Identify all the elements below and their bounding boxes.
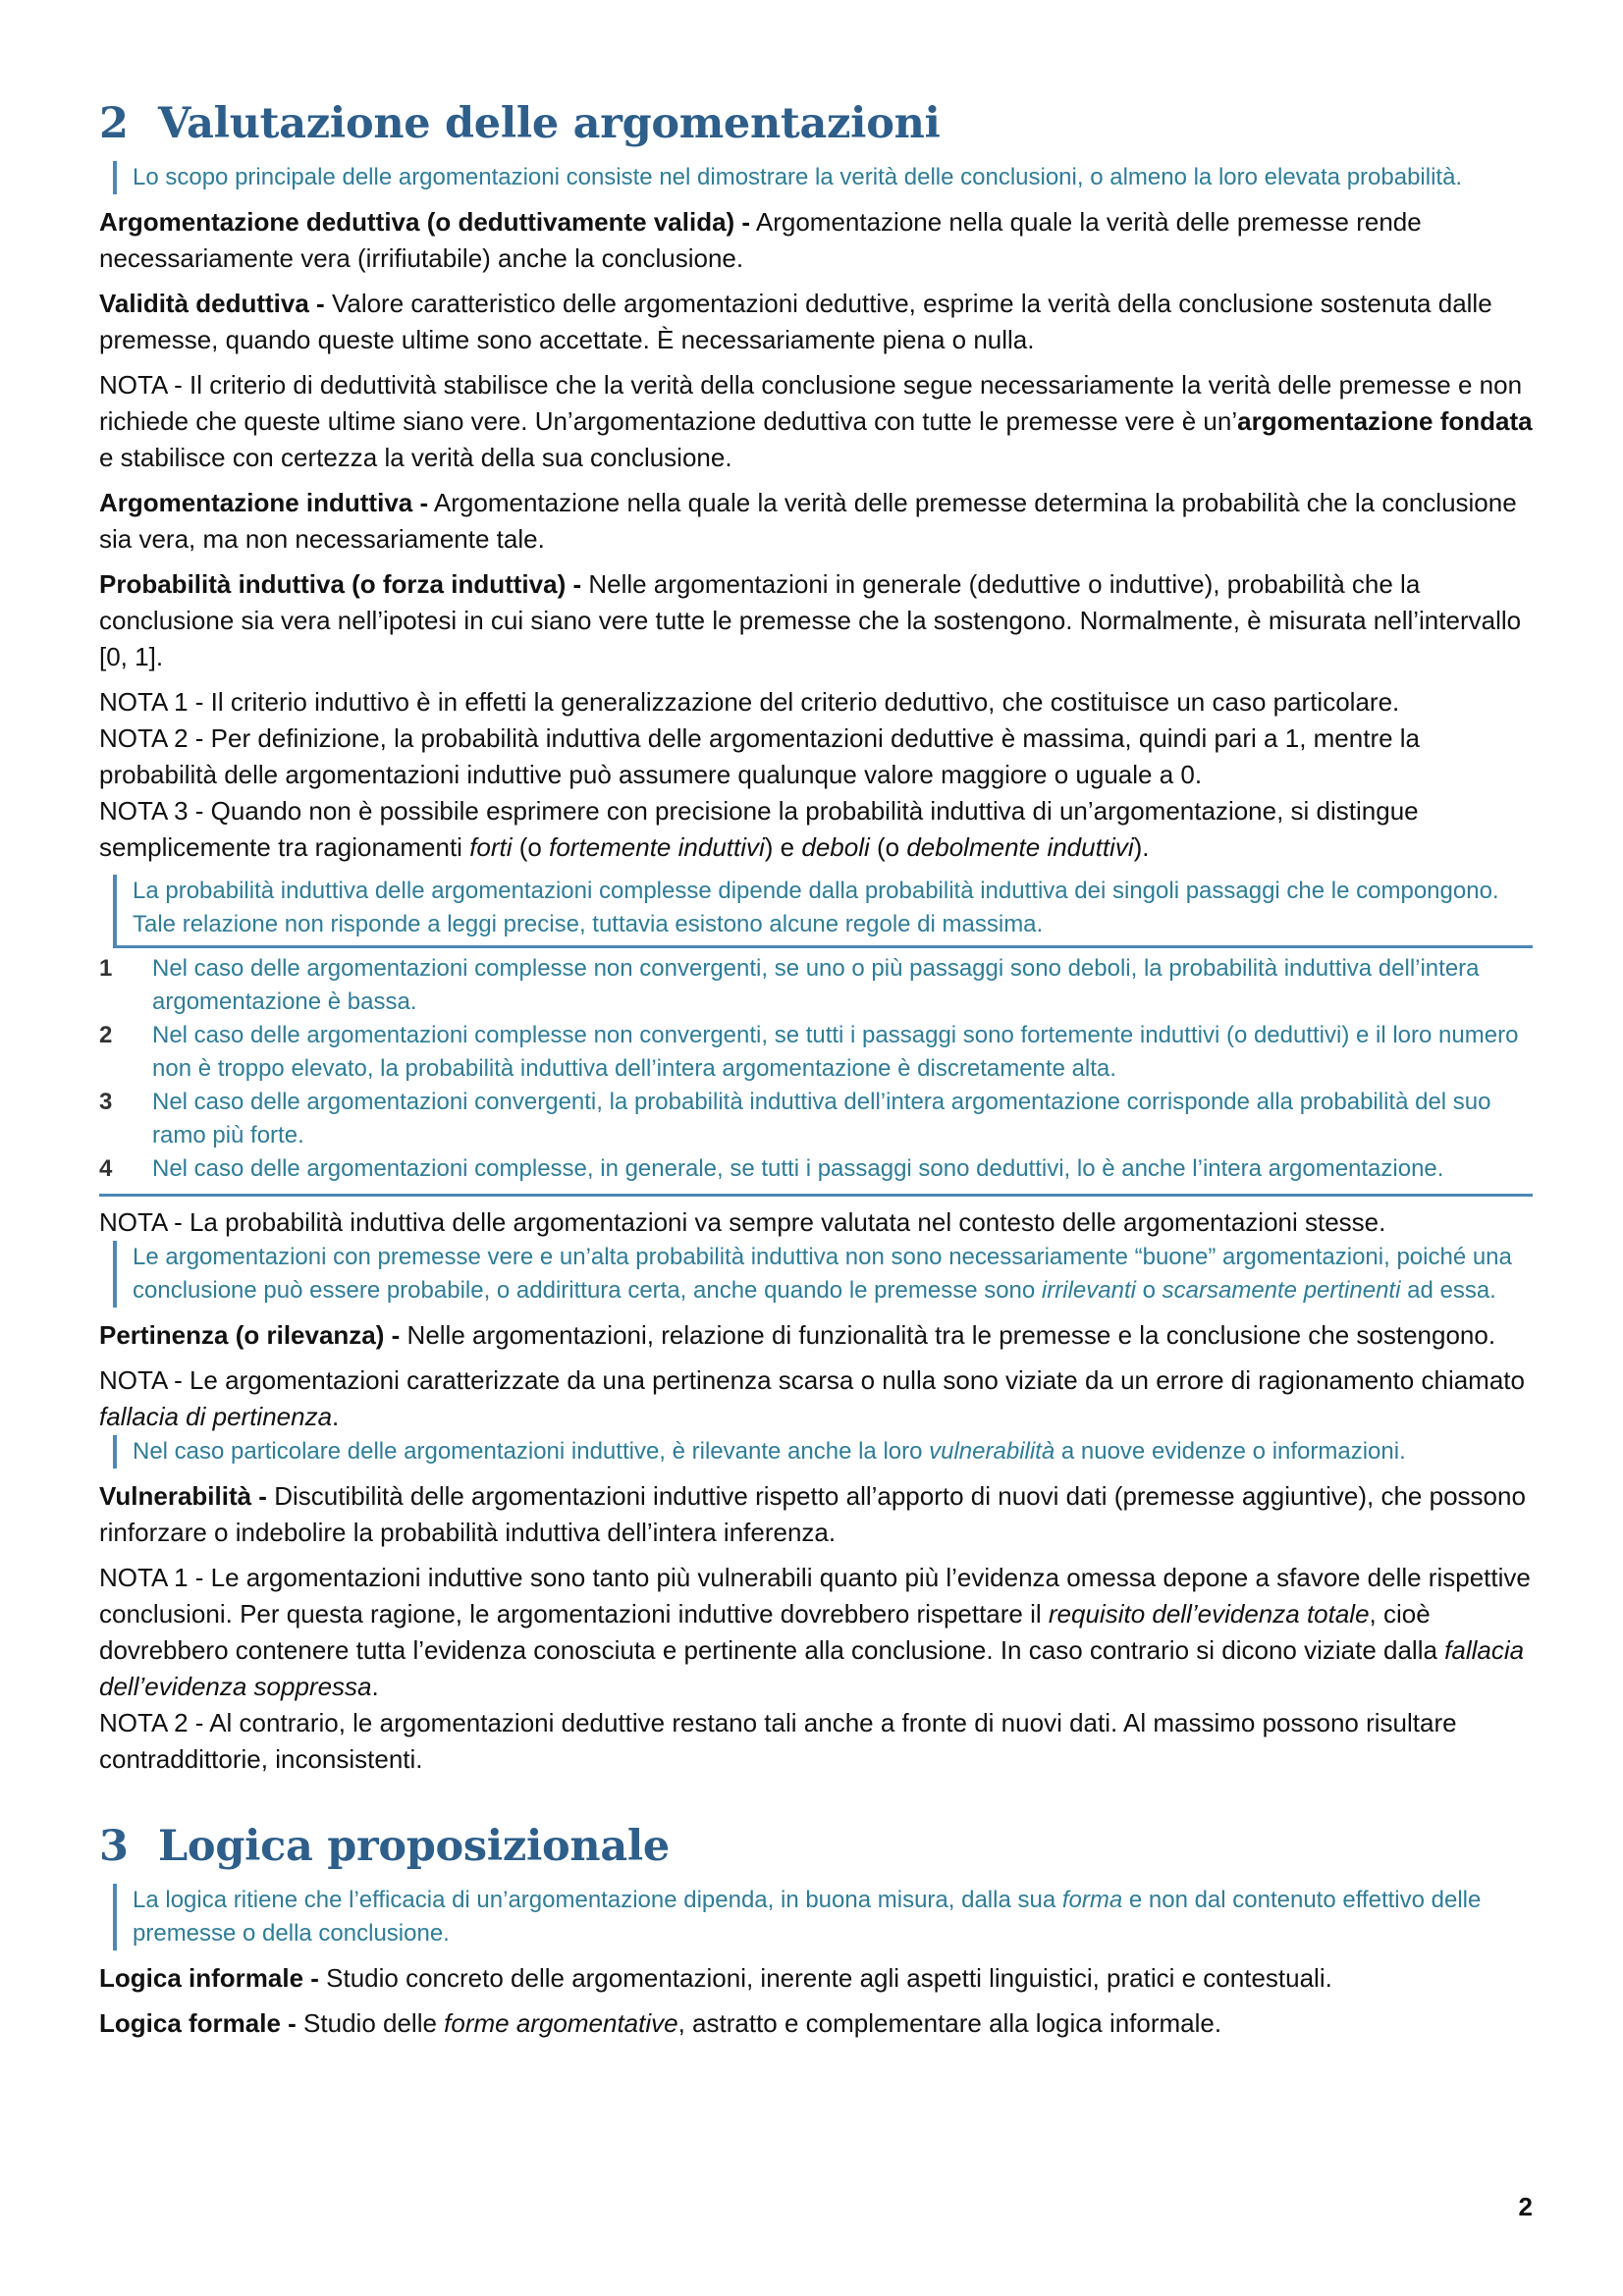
section-2-title: Valutazione delle argomentazioni <box>158 99 941 148</box>
section-3-intro-callout: La logica ritiene che l’efficacia di un’argomentazione dipenda, in buona misura, dalla sua forma e non dal contenuto effettivo delle premesse o della conclusione. <box>113 1884 1533 1950</box>
rules-intro-callout: La probabilità induttiva delle argomentazioni complesse dipende dalla probabilità induttiva dei singoli passaggi che le compongono. Tale relazione non risponde a leggi precise, tuttavia esistono alcune regole di massima. <box>113 875 1533 948</box>
section-3-number: 3 <box>99 1822 129 1871</box>
definition-informal-logic: Logica informale - Studio concreto delle argomentazioni, inerente agli aspetti linguistici, pratici e contestuali. <box>99 1963 1332 1993</box>
list-item: 2 Nel caso delle argomentazioni complesse non convergenti, se tutti i passaggi sono fortemente induttivi (o deduttivi) e il loro numero non è troppo elevato, la probabilità induttiva dell’intera argomentazione è discretamente alta. <box>99 1022 1519 1082</box>
rules-list <box>99 952 1533 1186</box>
list-item: 4 Nel caso delle argomentazioni complesse, in generale, se tutti i passaggi sono deduttivi, lo è anche l’intera argomentazione. <box>99 1155 1444 1182</box>
section-2-intro-callout: Lo scopo principale delle argomentazioni consiste nel dimostrare la verità delle conclusioni, o almeno la loro elevata probabilità. <box>113 161 1533 194</box>
definition-vulnerability: Vulnerabilità - Discutibilità delle argomentazioni induttive rispetto all’apporto di nuovi dati (premesse aggiuntive), che possono rinforzare o indebolire la probabilità induttiva dell’intera inferenza. <box>99 1481 1526 1547</box>
note-relevance-fallacy: NOTA - Le argomentazioni caratterizzate da una pertinenza scarsa o nulla sono viziate da un errore di ragionamento chiamato fallacia di pertinenza. <box>99 1365 1525 1431</box>
definition-deductive-validity: Validità deduttiva - Valore caratteristico delle argomentazioni deduttive, esprime la verità della conclusione sostenuta dalle premesse, quando queste ultime sono accettate. È necessariamente piena o nulla. <box>99 289 1492 354</box>
note-2-vulnerability: NOTA 2 - Al contrario, le argomentazioni deduttive restano tali anche a fronte di nuovi dati. Al massimo possono risultare contraddittorie, inconsistenti. <box>99 1708 1457 1774</box>
definition-formal-logic: Logica formale - Studio delle forme argomentative, astratto e complementare alla logica informale. <box>99 2008 1222 2038</box>
section-2-number: 2 <box>99 99 129 148</box>
list-item: 3 Nel caso delle argomentazioni convergenti, la probabilità induttiva dell’intera argomentazione corrisponde alla probabilità del suo ramo più forte. <box>99 1089 1491 1148</box>
list-item: 1 Nel caso delle argomentazioni complesse non convergenti, se uno o più passaggi sono deboli, la probabilità induttiva dell’intera argomentazione è bassa. <box>99 955 1480 1015</box>
definition-inductive-argument: Argomentazione induttiva - Argomentazione nella quale la verità delle premesse determina la probabilità che la conclusione sia vera, ma non necessariamente tale. <box>99 488 1517 554</box>
note-3-inductive: NOTA 3 - Quando non è possibile esprimere con precisione la probabilità induttiva di un’argomentazione, si distingue semplicemente tra ragionamenti forti (o fortemente induttivi) e deboli (o debolmente induttivi). <box>99 796 1419 862</box>
vulnerability-callout: Nel caso particolare delle argomentazioni induttive, è rilevante anche la loro vulnerabilità a nuove evidenze o informazioni. <box>113 1435 1533 1468</box>
rules-box <box>99 875 1533 1197</box>
definition-inductive-probability: Probabilità induttiva (o forza induttiva) - Nelle argomentazioni in generale (deduttive o induttive), probabilità che la conclusione sia vera nell’ipotesi in cui siano vere tutte le premesse che la sostengono. Normalmente, è misurata nell’intervallo [0, 1]. <box>99 569 1522 671</box>
good-arguments-callout: Le argomentazioni con premesse vere e un’alta probabilità induttiva non sono necessariamente “buone” argomentazioni, poiché una conclusione può essere probabile, o addirittura certa, anche quando le premesse sono irrilevanti o scarsamente pertinenti ad essa. <box>113 1241 1533 1308</box>
note-context: NOTA - La probabilità induttiva delle argomentazioni va sempre valutata nel contesto delle argomentazioni stesse. <box>99 1207 1386 1237</box>
definition-relevance: Pertinenza (o rilevanza) - Nelle argomentazioni, relazione di funzionalità tra le premesse e la conclusione che sostengono. <box>99 1320 1496 1350</box>
note-deductivity: NOTA - Il criterio di deduttività stabilisce che la verità della conclusione segue necessariamente la verità delle premesse e non richiede che queste ultime siano vere. Un’argomentazione deduttiva con tutte le premesse vere è un’argomentazione fondata e stabilisce con certezza la verità della sua conclusione. <box>99 370 1533 472</box>
note-1-inductive: NOTA 1 - Il criterio induttivo è in effetti la generalizzazione del criterio deduttivo, che costituisce un caso particolare. <box>99 687 1400 717</box>
section-3-heading <box>99 1819 1533 1874</box>
definition-deductive-argument: Argomentazione deduttiva (o deduttivamente valida) - Argomentazione nella quale la verità delle premesse rende necessariamente vera (irrifiutabile) anche la conclusione. <box>99 207 1422 273</box>
section-3-title: Logica proposizionale <box>158 1822 670 1871</box>
note-1-vulnerability: NOTA 1 - Le argomentazioni induttive sono tanto più vulnerabili quanto più l’evidenza omessa depone a sfavore delle rispettive conclusioni. Per questa ragione, le argomentazioni induttive dovrebbero rispettare il requisito dell’evidenza totale, cioè dovrebbero contenere tutta l’evidenza conosciuta e pertinente alla conclusione. In caso contrario si dicono viziate dalla fallacia dell’evidenza soppressa. <box>99 1563 1531 1701</box>
note-2-inductive: NOTA 2 - Per definizione, la probabilità induttiva delle argomentazioni deduttive è massima, quindi pari a 1, mentre la probabilità delle argomentazioni induttive può assumere qualunque valore maggiore o uguale a 0. <box>99 723 1421 789</box>
page-number: 2 <box>1518 2192 1533 2221</box>
section-2-heading <box>99 96 1533 151</box>
